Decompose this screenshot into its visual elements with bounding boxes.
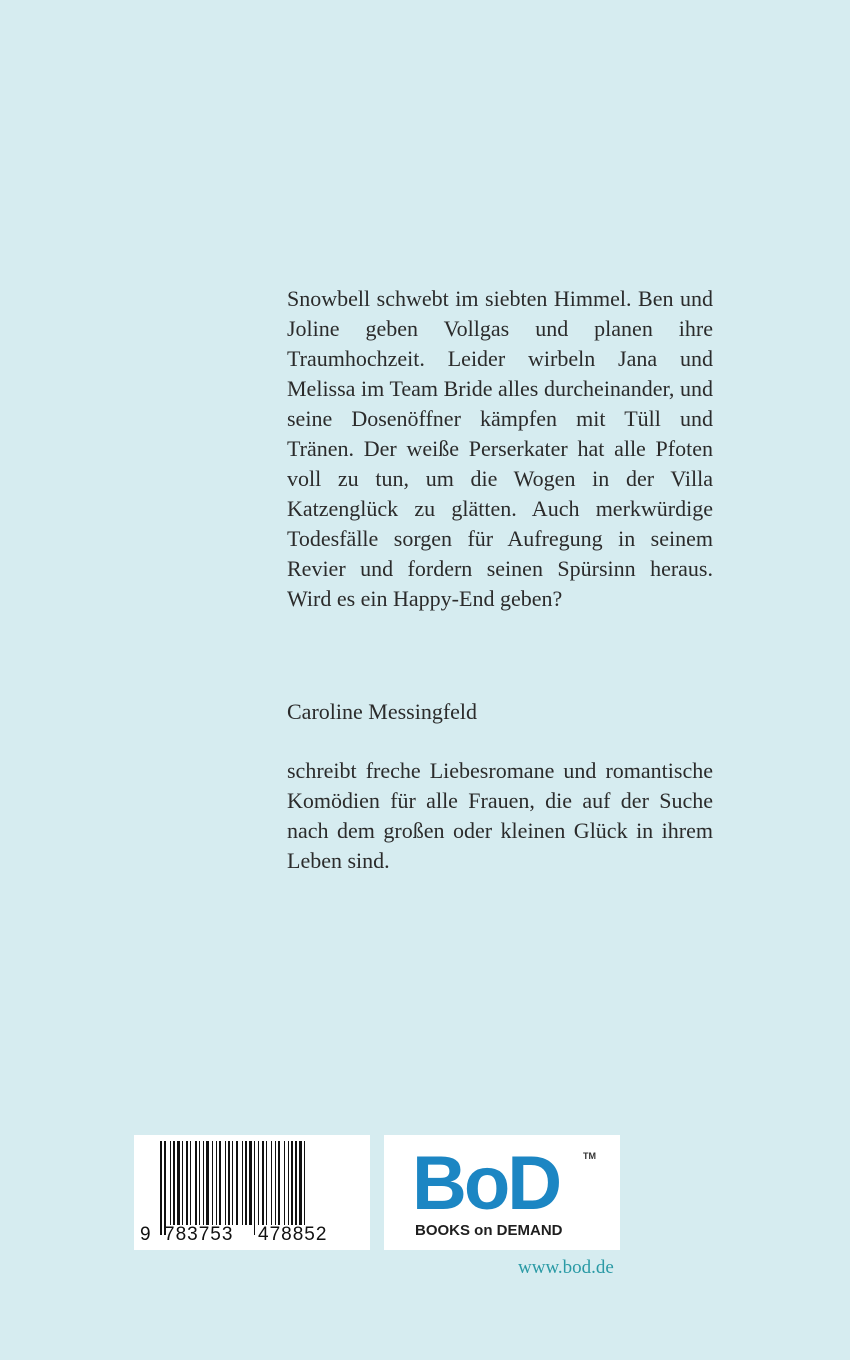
author-bio: schreibt freche Liebesromane und romantische Komödien für alle Frauen, die auf der Suche nach dem großen oder kleinen Glück in ihrem Leben sind. (287, 758, 713, 873)
trademark-mark: TM (583, 1151, 596, 1161)
barcode-digits-group1: 783753 (164, 1224, 234, 1245)
isbn-barcode (134, 1135, 370, 1250)
barcode-digits-group2: 478852 (258, 1224, 328, 1245)
bod-logo: BoD (412, 1141, 560, 1226)
barcode-digit-first: 9 (140, 1224, 152, 1245)
publisher-url: www.bod.de (518, 1257, 614, 1278)
back-cover-blurb: Snowbell schwebt im siebten Himmel. Ben und Joline geben Vollgas und planen ihre Traumhochzeit. Leider wirbeln Jana und Melissa im Team Bride alles durcheinander, und seine Dosenöffner kämpfen mit Tüll und Tränen. Der weiße Perserkater hat alle Pfoten voll zu tun, um die Wogen in der Villa Katzenglück zu glätten. Auch merkwürdige Todesfälle sorgen für Aufregung in seinem Revier und fordern seinen Spürsinn heraus. Wird es ein Happy-End geben? (287, 286, 713, 611)
publisher-tagline: BOOKS on DEMAND (415, 1222, 563, 1239)
author-name: Caroline Messingfeld (287, 699, 478, 724)
publisher-logo-box (384, 1135, 620, 1250)
